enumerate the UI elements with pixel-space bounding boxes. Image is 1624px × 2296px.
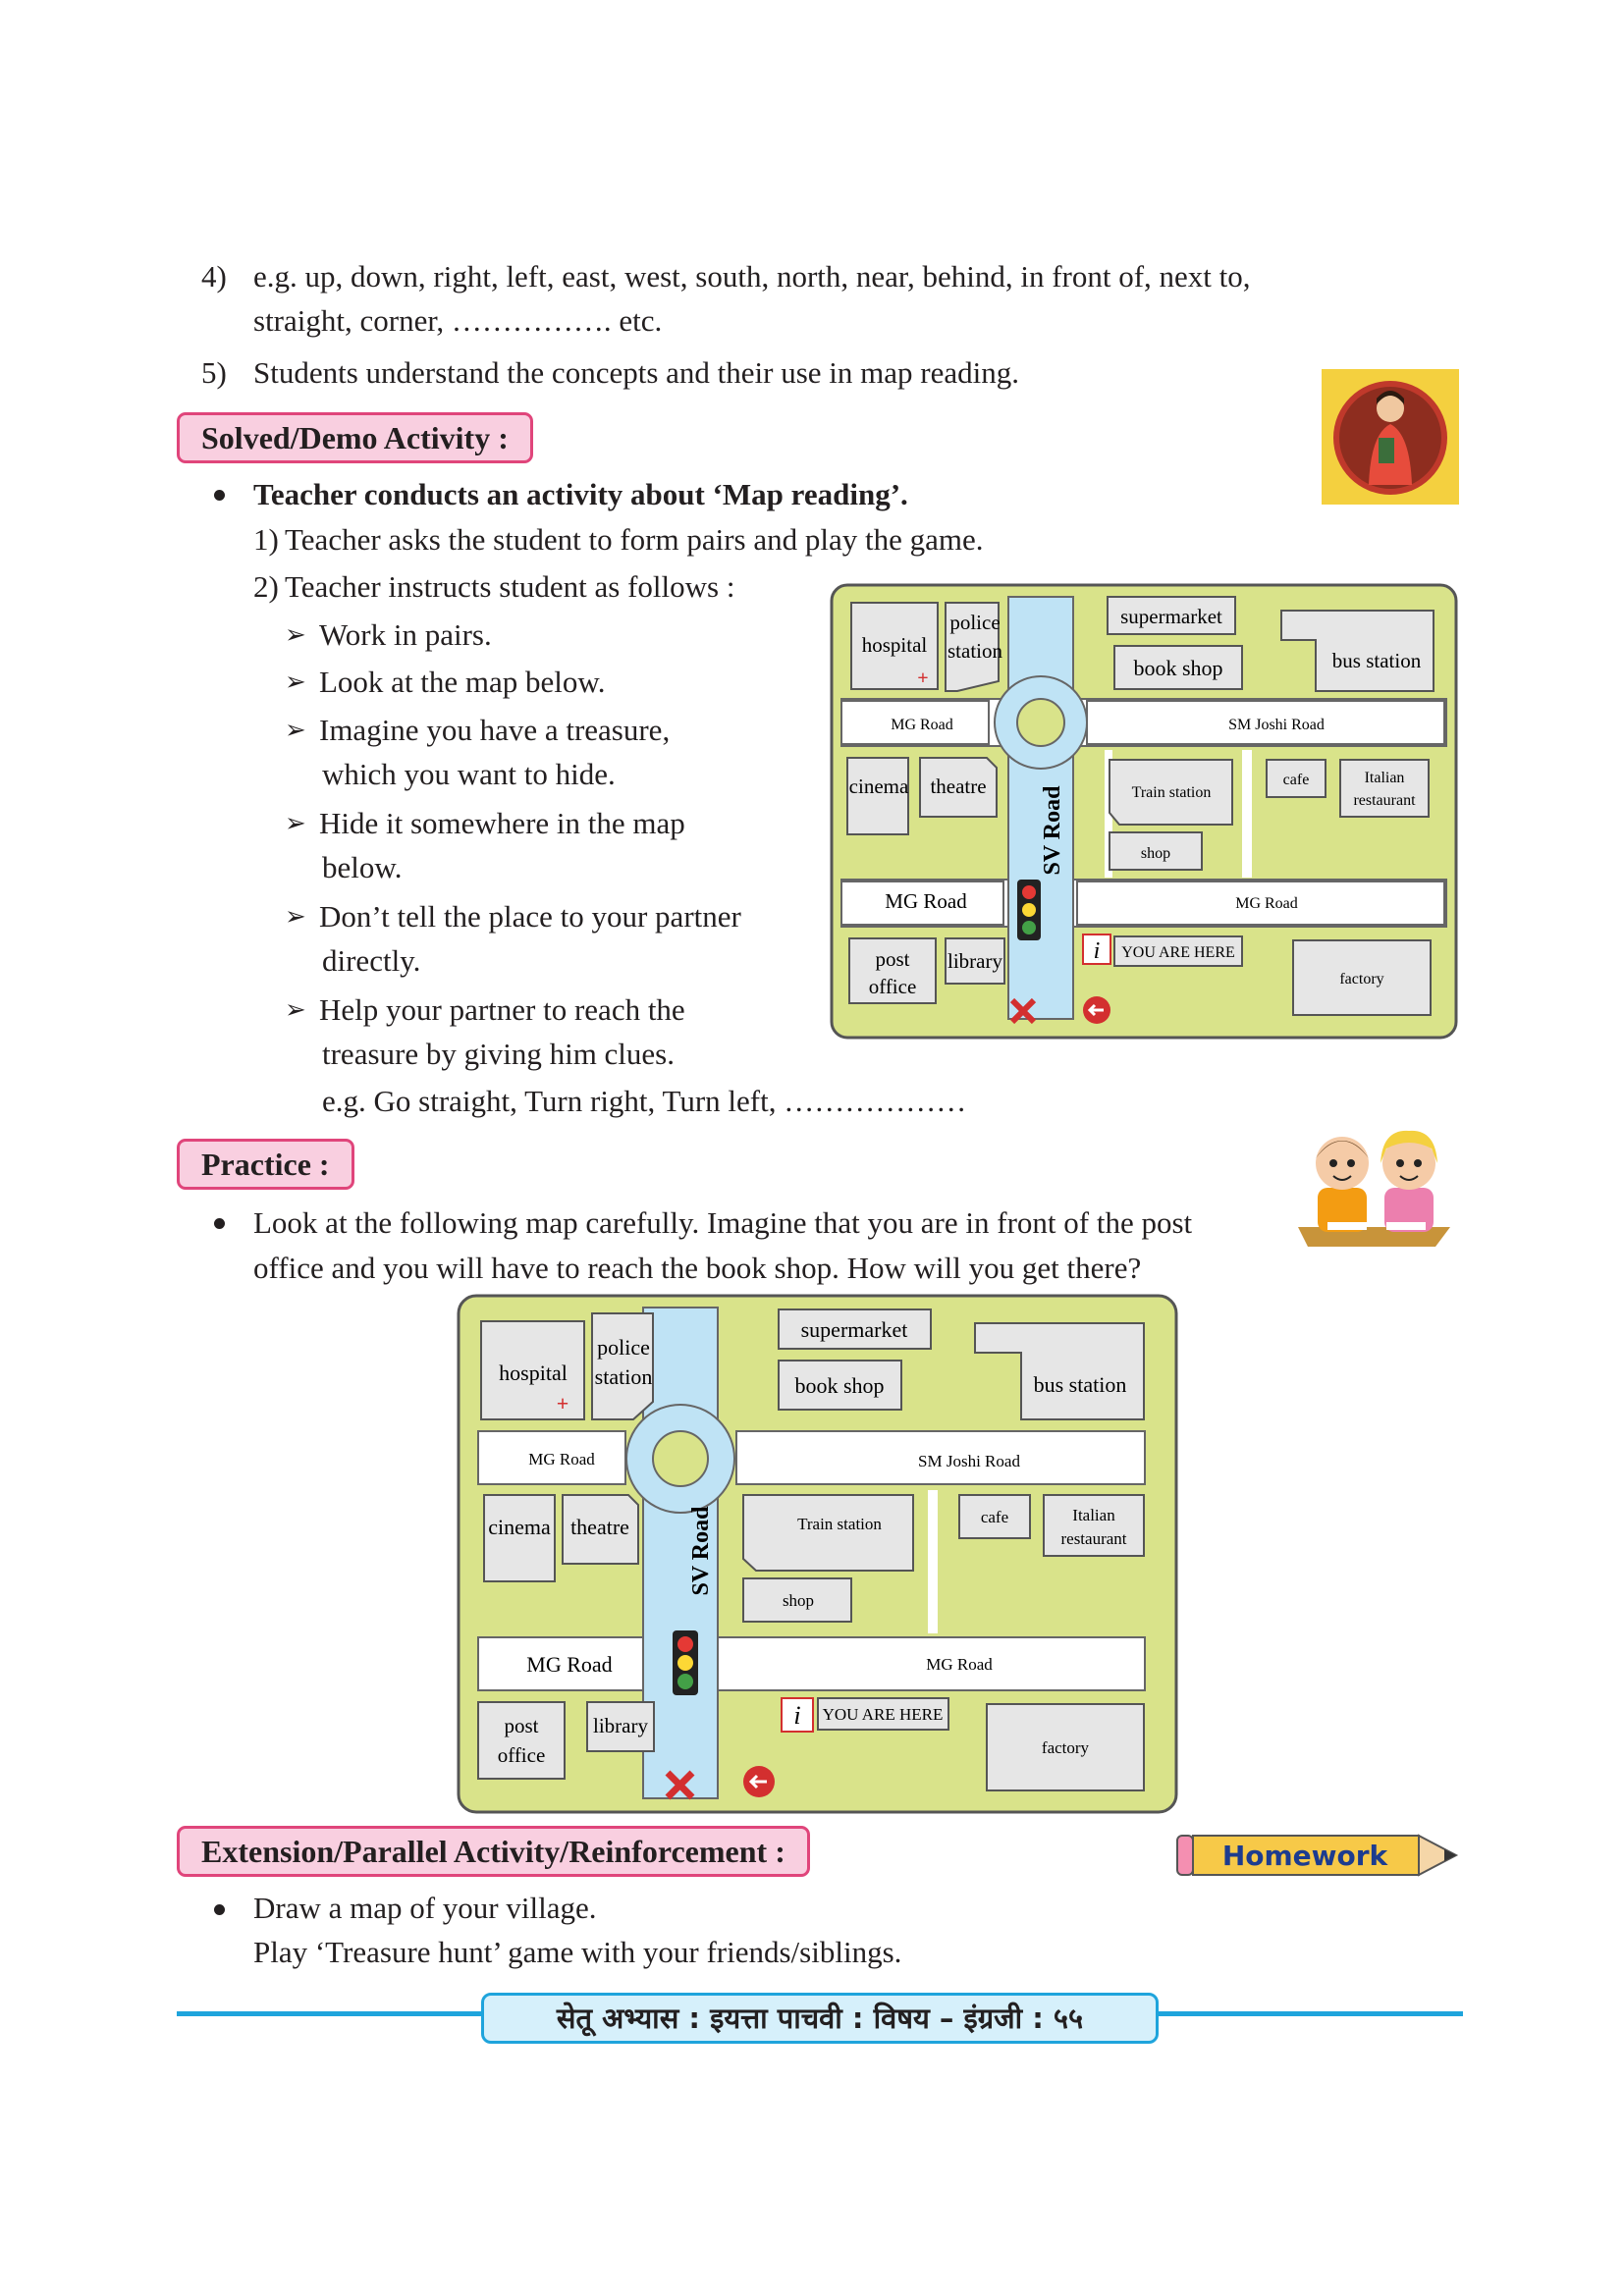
svg-text:theatre: theatre — [570, 1515, 629, 1539]
svg-text:YOU ARE HERE: YOU ARE HERE — [1121, 944, 1235, 961]
svg-text:+: + — [917, 667, 929, 689]
instruction-text: directly. — [322, 943, 421, 978]
bullet-dot — [214, 1904, 225, 1915]
instruction-text: Don’t tell the place to your partner — [319, 899, 741, 934]
example-text: e.g. Go straight, Turn right, Turn left, ……………… — [322, 1084, 967, 1118]
svg-text:restaurant: restaurant — [1353, 792, 1416, 809]
item-text: straight, corner, ……………. etc. — [253, 303, 663, 338]
section-header-solved: Solved/Demo Activity : — [177, 412, 533, 463]
svg-text:+: + — [556, 1391, 569, 1415]
instruction-text: Help your partner to reach the — [319, 992, 685, 1027]
svg-text:factory: factory — [1041, 1738, 1090, 1757]
svg-text:i: i — [793, 1701, 801, 1730]
svg-text:office: office — [497, 1743, 546, 1767]
svg-text:theatre: theatre — [930, 774, 987, 798]
instruction-text: which you want to hide. — [322, 757, 616, 791]
arrow-bullet-icon: ➢ — [285, 809, 306, 837]
arrow-bullet-icon: ➢ — [285, 620, 306, 649]
svg-text:MG Road: MG Road — [926, 1655, 993, 1674]
step-text: 2) Teacher instructs student as follows : — [253, 569, 735, 604]
svg-text:bus station: bus station — [1033, 1372, 1127, 1397]
arrow-bullet-icon: ➢ — [285, 716, 306, 744]
svg-text:MG Road: MG Road — [891, 717, 953, 733]
svg-text:SM Joshi Road: SM Joshi Road — [1228, 717, 1325, 733]
svg-text:post: post — [875, 947, 910, 971]
svg-text:library: library — [947, 949, 1002, 973]
svg-text:SV Road: SV Road — [1040, 785, 1065, 876]
instruction-text: Look at the map below. — [319, 665, 606, 699]
bullet-dot — [214, 1218, 225, 1229]
hospital-label: hospital — [861, 633, 928, 657]
page-footer: सेतू अभ्यास : इयत्ता पाचवी : विषय – इंग्रजी : ५५ — [481, 1993, 1159, 2044]
arrow-bullet-icon: ➢ — [285, 902, 306, 931]
children-illustration — [1288, 1119, 1460, 1252]
svg-text:police: police — [597, 1335, 650, 1360]
step-text: 1) Teacher asks the student to form pairs and play the game. — [253, 522, 984, 557]
svg-text:restaurant: restaurant — [1060, 1529, 1127, 1548]
instruction-text: treasure by giving him clues. — [322, 1037, 675, 1071]
bullet-dot — [214, 490, 225, 501]
item-text: Students understand the concepts and their use in map reading. — [253, 355, 1019, 390]
teacher-illustration — [1322, 369, 1459, 505]
svg-text:supermarket: supermarket — [800, 1317, 908, 1342]
svg-text:Italian: Italian — [1364, 770, 1405, 786]
svg-text:Homework: Homework — [1221, 1840, 1388, 1872]
svg-text:bus station: bus station — [1331, 649, 1422, 672]
practice-text: Look at the following map carefully. Imagine that you are in front of the post — [253, 1205, 1193, 1240]
instruction-text: Work in pairs. — [319, 617, 492, 652]
practice-text: office and you will have to reach the book shop. How will you get there? — [253, 1251, 1142, 1285]
svg-text:MG Road: MG Road — [885, 889, 967, 913]
item-text: e.g. up, down, right, left, east, west, south, north, near, behind, in front of, next to, — [253, 259, 1251, 294]
instruction-text: Imagine you have a treasure, — [319, 713, 671, 747]
svg-text:cafe: cafe — [1282, 772, 1310, 788]
svg-text:factory: factory — [1339, 971, 1384, 988]
city-map-demo — [830, 583, 1458, 1040]
svg-text:police: police — [949, 611, 1001, 634]
item-number: 4) — [201, 259, 227, 294]
svg-text:SV Road: SV Road — [688, 1506, 714, 1596]
extension-text: Draw a map of your village. — [253, 1891, 597, 1925]
svg-text:YOU ARE HERE: YOU ARE HERE — [822, 1705, 944, 1724]
svg-text:MG Road: MG Road — [528, 1450, 595, 1468]
svg-text:book shop: book shop — [794, 1373, 885, 1398]
svg-text:office: office — [868, 975, 917, 998]
svg-text:MG Road: MG Road — [1235, 895, 1298, 912]
svg-text:book shop: book shop — [1133, 656, 1223, 680]
svg-text:library: library — [593, 1714, 648, 1737]
instruction-text: Hide it somewhere in the map — [319, 806, 685, 840]
svg-text:Train station: Train station — [1131, 784, 1212, 801]
arrow-bullet-icon: ➢ — [285, 995, 306, 1024]
svg-text:station: station — [947, 639, 1002, 663]
svg-text:cinema: cinema — [488, 1515, 551, 1539]
homework-pencil-icon — [1175, 1828, 1462, 1883]
svg-text:SM Joshi Road: SM Joshi Road — [918, 1452, 1020, 1470]
svg-text:post: post — [504, 1714, 539, 1737]
city-map-practice — [457, 1294, 1178, 1814]
svg-text:cafe: cafe — [980, 1508, 1009, 1526]
svg-text:supermarket: supermarket — [1120, 605, 1222, 628]
svg-text:i: i — [1093, 938, 1101, 964]
svg-text:MG Road: MG Road — [526, 1652, 613, 1677]
svg-text:Train station: Train station — [797, 1515, 882, 1533]
section-header-practice: Practice : — [177, 1139, 354, 1190]
arrow-bullet-icon: ➢ — [285, 667, 306, 696]
svg-text:station: station — [594, 1364, 653, 1389]
extension-text: Play ‘Treasure hunt’ game with your friends/siblings. — [253, 1935, 902, 1969]
item-number: 5) — [201, 355, 227, 390]
svg-text:Italian: Italian — [1072, 1506, 1115, 1524]
svg-text:shop: shop — [782, 1591, 815, 1610]
section-header-extension: Extension/Parallel Activity/Reinforcement : — [177, 1826, 810, 1877]
solved-bullet-text: Teacher conducts an activity about ‘Map reading’. — [253, 477, 908, 511]
svg-text:shop: shop — [1140, 845, 1171, 862]
instruction-text: below. — [322, 850, 403, 884]
svg-text:hospital: hospital — [499, 1361, 568, 1385]
svg-text:cinema: cinema — [848, 774, 909, 798]
